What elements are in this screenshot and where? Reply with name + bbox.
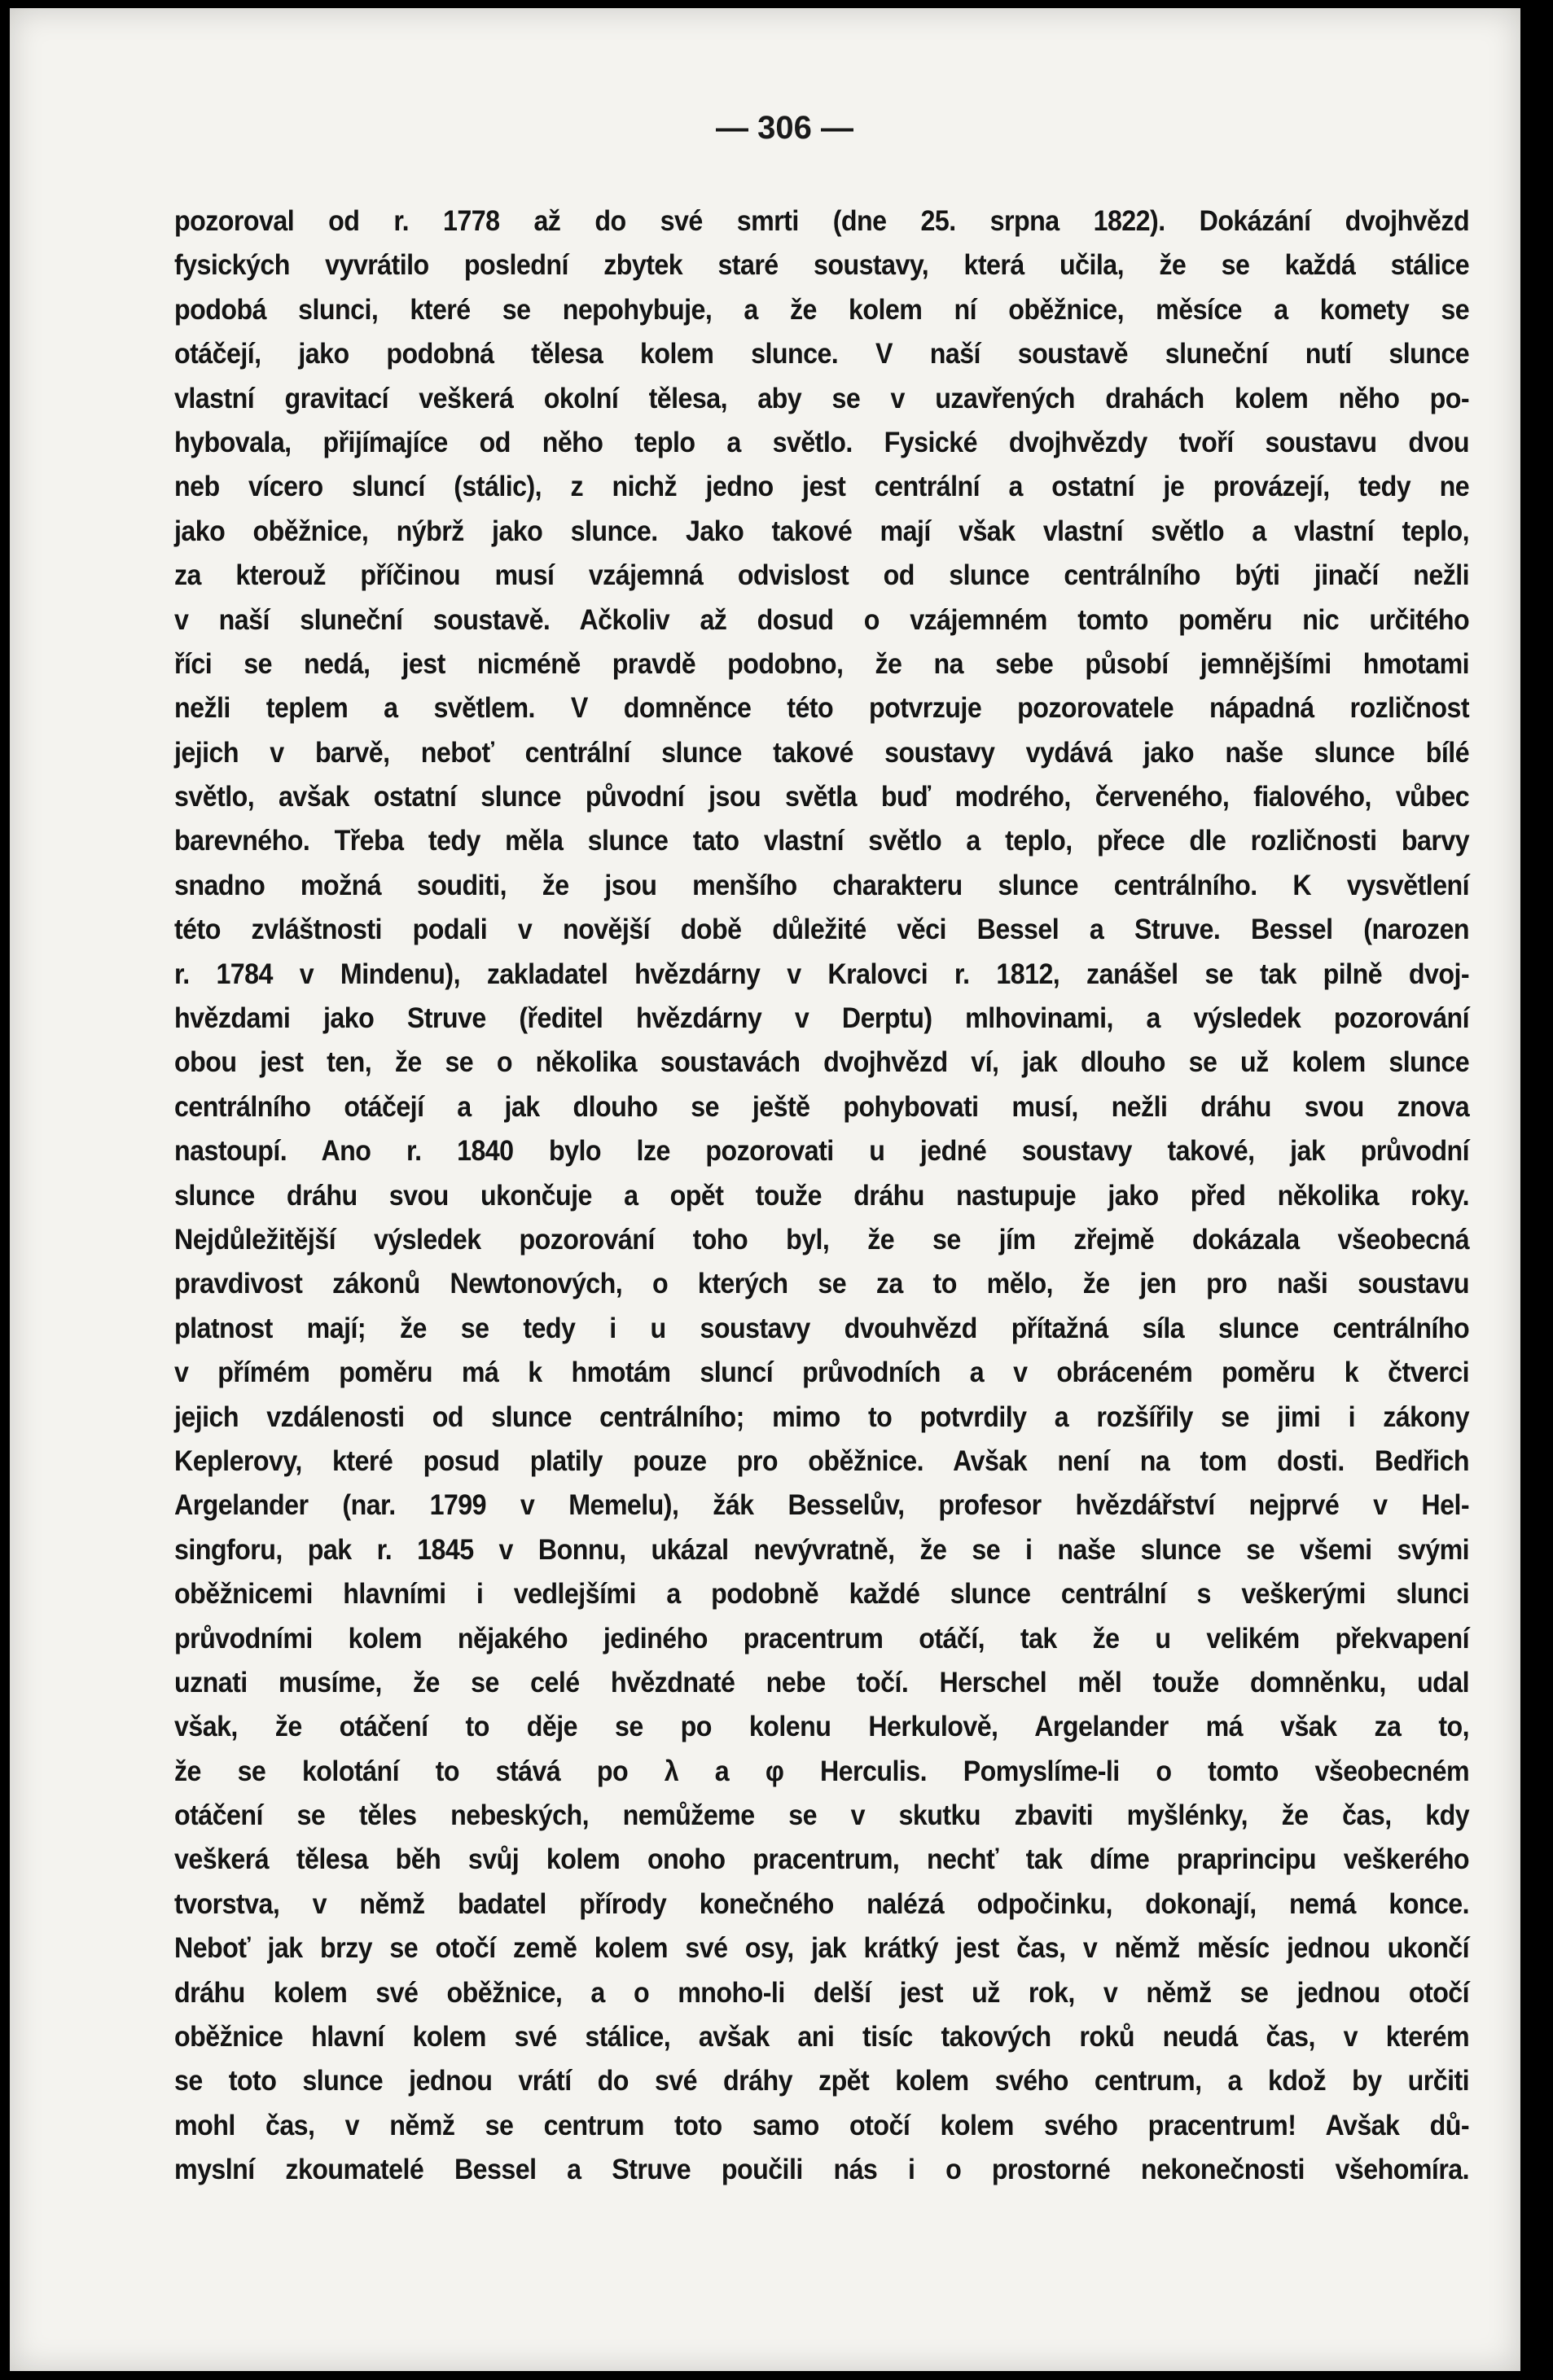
text-line: uznati musíme, že se celé hvězdnaté nebe točí. Herschel měl touže domněnku, udal <box>174 1666 1470 1698</box>
text-line: světlo, avšak ostatní slunce původní jsou světla buď modrého, červeného, fialového, vůbec <box>174 781 1470 813</box>
text-line: že se kolotání to stává po λ a φ Herculis. Pomyslíme-li o tomto všeobecném <box>174 1755 1470 1787</box>
text-line: slunce dráhu svou ukončuje a opět touže dráhu nastupuje jako před několika roky. <box>174 1179 1470 1212</box>
text-line: za kterouž příčinou musí vzájemná odvislost od slunce centrálního býti jinačí nežli <box>174 559 1470 592</box>
text-line: této zvláštnosti podali v novější době důležité věci Bessel a Struve. Bessel (narozen <box>174 914 1470 946</box>
text-line: Nejdůležitější výsledek pozorování toho byl, že se jím zřejmě dokázala všeobecná <box>174 1223 1470 1256</box>
text-line: myslní zkoumatelé Bessel a Struve poučili nás i o prostorné nekonečnosti všehomíra. <box>174 2154 1470 2186</box>
text-line: otáčení se těles nebeských, nemůžeme se v skutku zbaviti myšlénky, že čas, kdy <box>174 1799 1470 1832</box>
text-line: centrálního otáčejí a jak dlouho se ještě pohybovati musí, nežli dráhu svou znova <box>174 1090 1470 1123</box>
text-line: r. 1784 v Mindenu), zakladatel hvězdárny v Kralovci r. 1812, zanášel se tak pilně dvoj- <box>174 958 1470 990</box>
text-line: oběžnice hlavní kolem své stálice, avšak ani tisíc takových roků neudá čas, v kterém <box>174 2021 1470 2053</box>
text-line: singforu, pak r. 1845 v Bonnu, ukázal nevývratně, že se i naše slunce se všemi svými <box>174 1533 1470 1566</box>
text-line: však, že otáčení to děje se po kolenu Herkulově, Argelander má však za to, <box>174 1711 1470 1743</box>
text-line: v naší sluneční soustavě. Ačkoliv až dosud o vzájemném tomto poměru nic určitého <box>174 603 1470 636</box>
text-line: barevného. Třeba tedy měla slunce tato vlastní světlo a teplo, přece dle rozličnosti barvy <box>174 825 1470 857</box>
text-line: pravdivost zákonů Newtonových, o kterých se za to mělo, že jen pro naši soustavu <box>174 1268 1470 1300</box>
book-page <box>10 8 1520 2371</box>
text-line: pozoroval od r. 1778 až do své smrti (dne 25. srpna 1822). Dokázání dvojhvězd <box>174 205 1470 237</box>
text-line: hvězdami jako Struve (ředitel hvězdárny v Derptu) mlhovinami, a výsledek pozorování <box>174 1002 1470 1035</box>
body-text <box>174 199 1469 2193</box>
text-line: hybovala, přijímajíce od něho teplo a světlo. Fysické dvojhvězdy tvoří soustavu dvou <box>174 426 1470 458</box>
text-line: veškerá tělesa běh svůj kolem onoho pracentrum, nechť tak díme praprincipu veškerého <box>174 1843 1470 1876</box>
text-line: říci se nedá, jest nicméně pravdě podobno, že na sebe působí jemnějšími hmotami <box>174 647 1470 680</box>
text-line: snadno možná souditi, že jsou menšího charakteru slunce centrálního. K vysvětlení <box>174 869 1470 901</box>
text-line: otáčejí, jako podobná tělesa kolem slunce. V naší soustavě sluneční nutí slunce <box>174 338 1470 370</box>
text-line: průvodními kolem nějakého jediného pracentrum otáčí, tak že u velikém překvapení <box>174 1622 1470 1655</box>
text-line: vlastní gravitací veškerá okolní tělesa, aby se v uzavřených drahách kolem něho po- <box>174 382 1470 414</box>
text-line: podobá slunci, které se nepohybuje, a že kolem ní oběžnice, měsíce a komety se <box>174 293 1470 326</box>
text-line: jejich v barvě, neboť centrální slunce takové soustavy vydává jako naše slunce bílé <box>174 736 1470 769</box>
text-line: tvorstva, v němž badatel přírody konečného nalézá odpočinku, dokonají, nemá konce. <box>174 1887 1470 1920</box>
text-line: oběžnicemi hlavními i vedlejšími a podobně každé slunce centrální s veškerými slunci <box>174 1578 1470 1611</box>
text-line: Neboť jak brzy se otočí země kolem své osy, jak krátký jest čas, v němž měsíc jednou ukončí <box>174 1932 1470 1965</box>
text-line: mohl čas, v němž se centrum toto samo otočí kolem svého pracentrum! Avšak dů- <box>174 2109 1470 2141</box>
text-line: jako oběžnice, nýbrž jako slunce. Jako takové mají však vlastní světlo a vlastní teplo, <box>174 515 1470 547</box>
text-line: jejich vzdálenosti od slunce centrálního; mimo to potvrdily a rozšířily se jimi i zákony <box>174 1400 1470 1433</box>
text-line: dráhu kolem své oběžnice, a o mnoho-li delší jest už rok, v němž se jednou otočí <box>174 1976 1470 2009</box>
page-number: — 306 — <box>716 110 853 146</box>
text-line: fysických vyvrátilo poslední zbytek staré soustavy, která učila, že se každá stálice <box>174 249 1470 282</box>
text-line: Argelander (nar. 1799 v Memelu), žák Besselův, profesor hvězdářství nejprvé v Hel- <box>174 1489 1470 1522</box>
text-line: nežli teplem a světlem. V domněnce této potvrzuje pozorovatele nápadná rozličnost <box>174 692 1470 725</box>
text-line: obou jest ten, že se o několika soustavách dvojhvězd ví, jak dlouho se už kolem slunce <box>174 1046 1470 1079</box>
text-line: v přímém poměru má k hmotám sluncí průvodních a v obráceném poměru k čtverci <box>174 1357 1470 1389</box>
text-line: nastoupí. Ano r. 1840 bylo lze pozorovati u jedné soustavy takové, jak průvodní <box>174 1135 1470 1168</box>
text-line: platnost mají; že se tedy i u soustavy dvouhvězd přítažná síla slunce centrálního <box>174 1312 1470 1344</box>
text-line: Keplerovy, které posud platily pouze pro oběžnice. Avšak není na tom dosti. Bedřich <box>174 1444 1470 1477</box>
text-line: se toto slunce jednou vrátí do své dráhy zpět kolem svého centrum, a kdož by určiti <box>174 2065 1470 2097</box>
text-line: neb vícero sluncí (stálic), z nichž jedno jest centrální a ostatní je provázejí, tedy ne <box>174 471 1470 503</box>
